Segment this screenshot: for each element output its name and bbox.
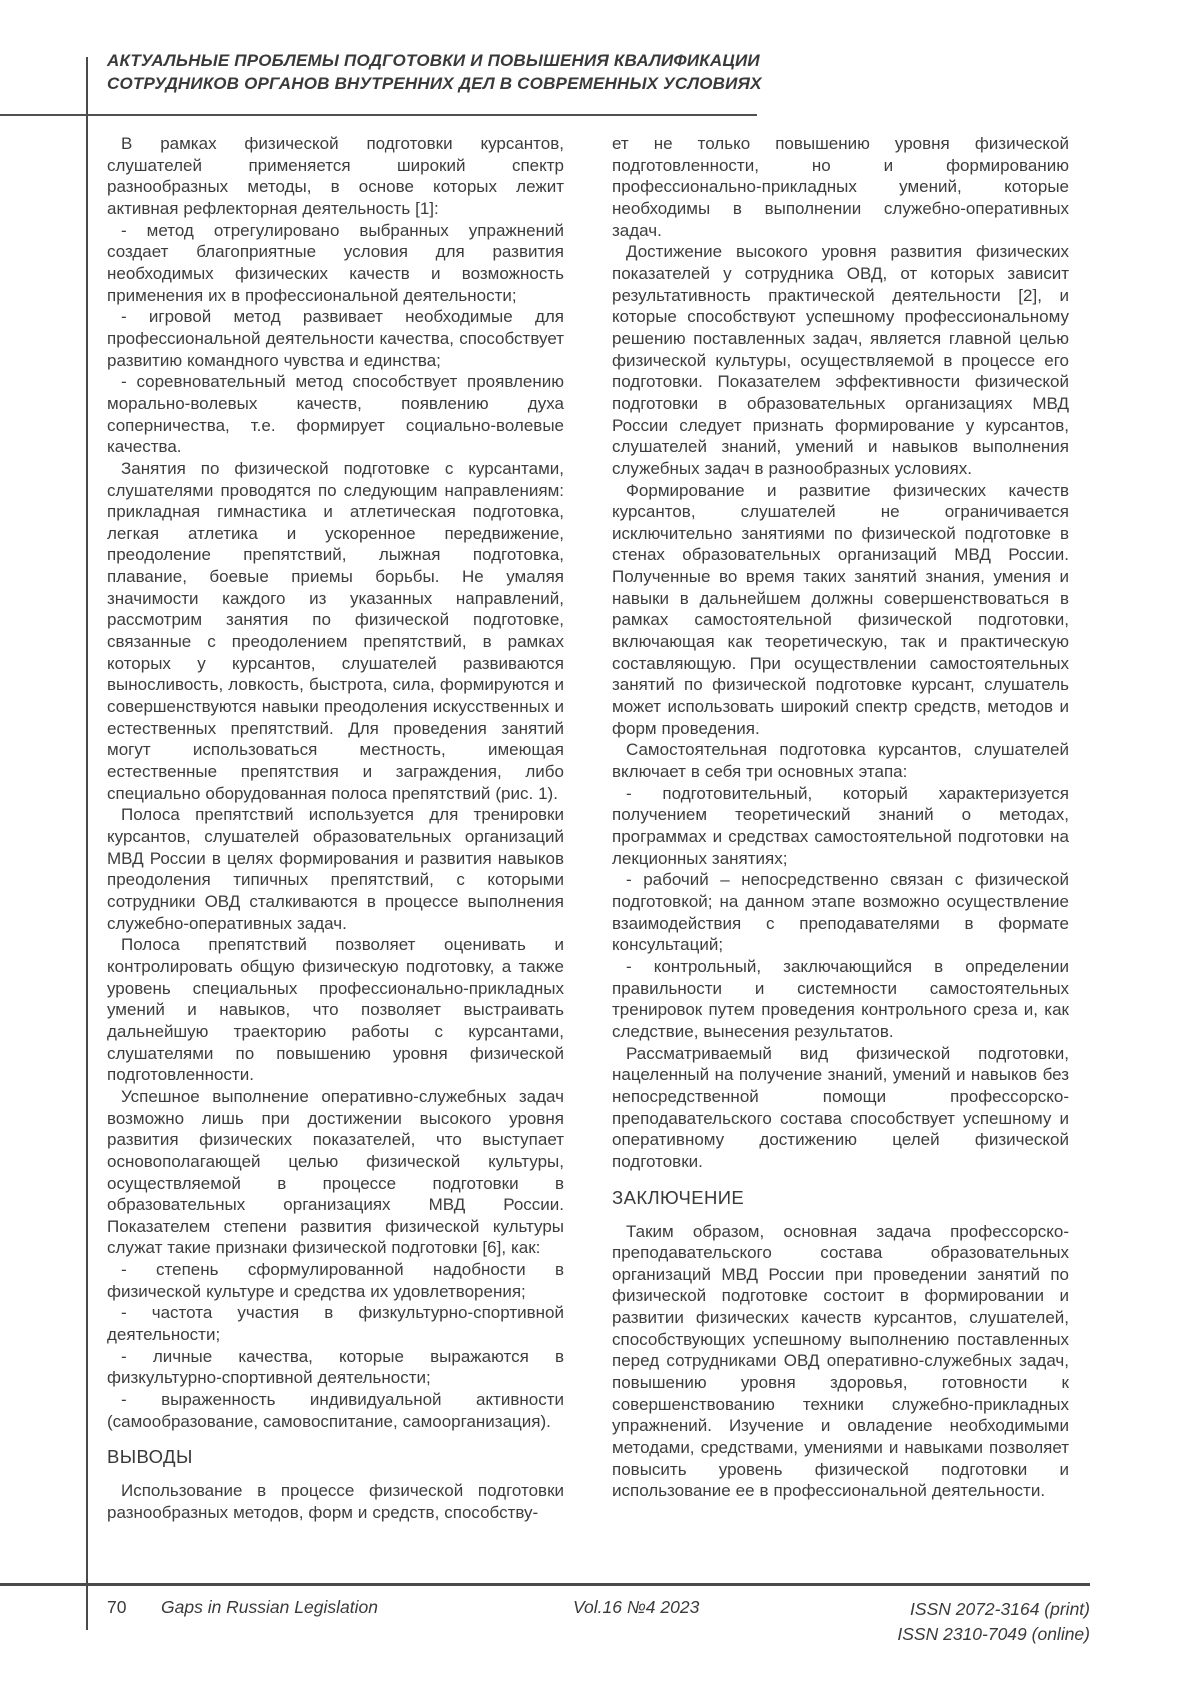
paragraph: - подготовительный, который характеризуется получением теоретический знаний о методах, программах и средствах самостоятельной подготовки на лекционных занятиях;: [612, 783, 1069, 868]
running-head-line1: АКТУАЛЬНЫЕ ПРОБЛЕМЫ ПОДГОТОВКИ И ПОВЫШЕНИЯ КВАЛИФИКАЦИИ: [107, 51, 760, 70]
footer-rule: [0, 1583, 1090, 1586]
paragraph: - выраженность индивидуальной активности (самообразование, самовоспитание, самоорганизация).: [107, 1390, 564, 1431]
paragraph: - игровой метод развивает необходимые для профессиональной деятельности качества, способствует развитию командного чувства и единства;: [107, 307, 564, 370]
issn-print: ISSN 2072-3164 (print): [910, 1599, 1090, 1619]
issn-block: [897, 1597, 1090, 1647]
paragraph: Самостоятельная подготовка курсантов, слушателей включает в себя три основных этапа:: [612, 740, 1069, 782]
section-heading: ВЫВОДЫ: [107, 1446, 193, 1468]
header-rule: [0, 114, 757, 116]
running-head-line2: СОТРУДНИКОВ ОРГАНОВ ВНУТРЕННИХ ДЕЛ В СОВРЕМЕННЫХ УСЛОВИЯХ: [107, 74, 762, 93]
paragraph: - соревновательный метод способствует проявлению морально-волевых качеств, появлению духа соперничества, т.е. формирует социально-волевые качества.: [107, 372, 564, 457]
paragraph: В рамках физической подготовки курсантов, слушателей применяется широкий спектр разнообразных методы, в основе которых лежит активная рефлекторная деятельность [1]:: [107, 134, 564, 218]
journal-title: Gaps in Russian Legislation: [161, 1597, 378, 1617]
text-column-left: [107, 133, 564, 1524]
running-head: [107, 49, 867, 95]
text-column-right: [612, 133, 1069, 1502]
issn-online: ISSN 2310-7049 (online): [897, 1624, 1090, 1644]
paragraph: Достижение высокого уровня развития физических показателей у сотрудника ОВД, от которых зависит результативность практической деятельности [2], и которые способствуют успешному профессиональному решению поставленных задач, является главной целью физической культуры, осуществляемой в процессе его подготовки. Показателем эффективности физической подготовки в образовательных организациях МВД России следует признать формирование у курсантов, слушателей знаний, умений и навыков выполнения служебных задач в разнообразных условиях.: [612, 242, 1069, 478]
page-number: 70: [107, 1597, 127, 1617]
paragraph: Полоса препятствий позволяет оценивать и контролировать общую физическую подготовку, а также уровень специальных профессионально-прикладных умений и навыков, что позволяет выстраивать дальнейшую траекторию работы с курсантами, слушателями по повышению уровня физической подготовленности.: [107, 935, 564, 1085]
paragraph: ет не только повышению уровня физической подготовленности, но и формированию профессионально-прикладных умений, которые необходимы в выполнении служебно-оперативных задач.: [612, 134, 1069, 240]
paragraph: - частота участия в физкультурно-спортивной деятельности;: [107, 1303, 564, 1345]
paragraph: Формирование и развитие физических качеств курсантов, слушателей не ограничивается исключительно занятиями по физической подготовке в стенах образовательных организаций МВД России. Полученные во время таких занятий знания, умения и навыки в дальнейшем должны совершенствоваться в рамках самостоятельной физической подготовки, включающая как теоретическую, так и практическую составляющую. При осуществлении самостоятельных занятий по физической подготовке курсант, слушатель может использовать широкий спектр средств, методов и форм проведения.: [612, 480, 1069, 738]
paragraph: - метод отрегулировано выбранных упражнений создает благоприятные условия для развития необходимых физических качеств и возможность применения их в профессиональной деятельности;: [107, 220, 564, 305]
left-margin-rule: [86, 57, 88, 1630]
paragraph: Таким образом, основная задача профессорско-преподавательского состава образовательных организаций МВД России при проведении занятий по физической подготовке состоит в формировании и развитии физических качеств курсантов, слушателей, способствующих успешному выполнению поставленных перед сотрудниками ОВД оперативно-служебных задач, повышению уровня здоровья, готовности к совершенствованию техники служебно-прикладных упражнений. Изучение и овладение необходимыми методами, средствами, умениями и навыками позволяет повысить уровень физической подготовки и использование ее в профессиональной деятельности.: [612, 1221, 1069, 1501]
paragraph: Полоса препятствий используется для тренировки курсантов, слушателей образовательных организаций МВД России в целях формирования и развития навыков преодоления типичных препятствий, с которыми сотрудники ОВД сталкиваются в процессе выполнения служебно-оперативных задач.: [107, 805, 564, 933]
paragraph: - личные качества, которые выражаются в физкультурно-спортивной деятельности;: [107, 1346, 564, 1388]
section-heading: ЗАКЛЮЧЕНИЕ: [612, 1186, 745, 1208]
paragraph: Успешное выполнение оперативно-служебных задач возможно лишь при достижении высокого уровня развития физических показателей, что выступает основополагающей целью физической культуры, осуществляемой в процессе подготовки в образовательных организациях МВД России. Показателем степени развития физической культуры служат такие признаки физической подготовки [6], как:: [107, 1086, 564, 1258]
paragraph: Использование в процессе физической подготовки разнообразных методов, форм и средств, способству-: [107, 1481, 564, 1523]
paragraph: Занятия по физической подготовке с курсантами, слушателями проводятся по следующим направлениям: прикладная гимнастика и атлетическая подготовка, легкая атлетика и ускоренное передвижение, преодоление препятствий, лыжная подготовка, плавание, боевые приемы борьбы. Не умаляя значимости каждого из указанных направлений, рассмотрим занятия по физической подготовке, связанные с преодолением препятствий, в рамках которых у курсантов, слушателей развиваются выносливость, ловкость, быстрота, сила, формируются и совершенствуются навыки преодоления искусственных и естественных препятствий. Для проведения занятий могут использоваться местность, имеющая естественные препятствия и заграждения, либо специально оборудованная полоса препятствий (рис. 1).: [107, 458, 564, 803]
volume-issue: Vol.16 №4 2023: [573, 1597, 700, 1617]
paragraph: - контрольный, заключающийся в определении правильности и системности самостоятельных тренировок путем проведения контрольного среза и, как следствие, вынесения результатов.: [612, 956, 1069, 1041]
paragraph: - рабочий – непосредственно связан с физической подготовкой; на данном этапе возможно осуществление взаимодействия с преподавателями в формате консультаций;: [612, 870, 1069, 955]
paragraph: Рассматриваемый вид физической подготовки, нацеленный на получение знаний, умений и навыков без непосредственной помощи профессорско-преподавательского состава способствует успешному и оперативному достижению целей физической подготовки.: [612, 1043, 1069, 1171]
paragraph: - степень сформулированной надобности в физической культуре и средства их удовлетворения;: [107, 1260, 564, 1301]
